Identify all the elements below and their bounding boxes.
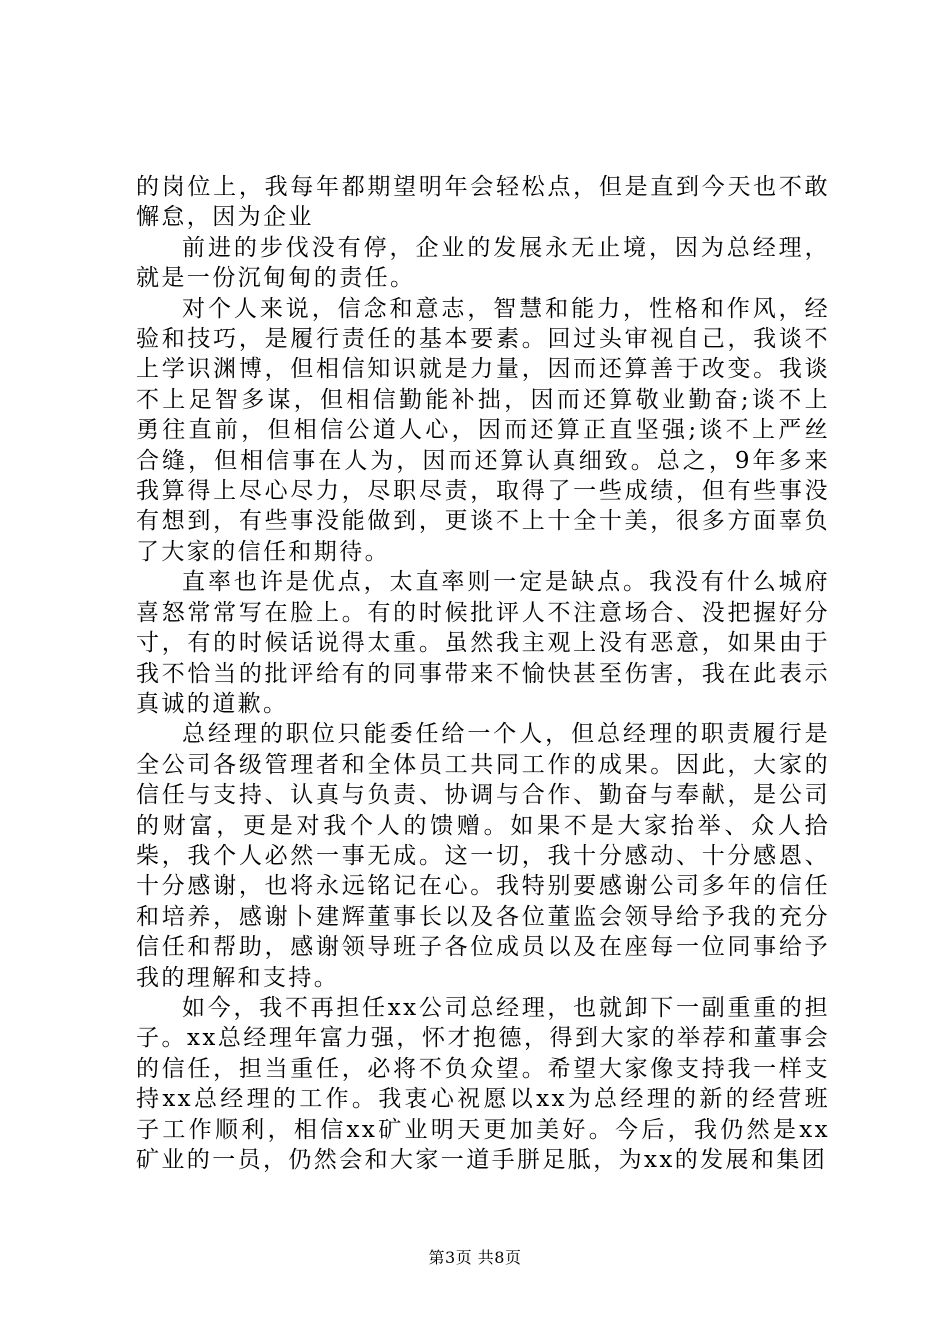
paragraph-continuation: 的岗位上，我每年都期望明年会轻松点，但是直到今天也不敢懈怠，因为企业 <box>136 174 830 231</box>
document-body <box>136 172 830 1175</box>
paragraph: 如今，我不再担任xx公司总经理，也就卸下一副重重的担子。xx总经理年富力强，怀才抱德，得到大家的举荐和董事会的信任，担当重任，必将不负众望。希望大家像支持我一样支持xx总经理的工作。我衷心祝愿以xx为总经理的新的经营班子工作顺利，相信xx矿业明天更加美好。今后，我仍然是xx矿业的一员，仍然会和大家一道手胼足胝，为xx的发展和集团 <box>136 994 830 1173</box>
paragraph: 直率也许是优点，太直率则一定是缺点。我没有什么城府喜怒常常写在脸上。有的时候批评人不注意场合、没把握好分寸，有的时候话说得太重。虽然我主观上没有恶意，如果由于我不恰当的批评给有的同事带来不愉快甚至伤害，我在此表示真诚的道歉。 <box>136 569 830 717</box>
paragraph: 前进的步伐没有停，企业的发展永无止境，因为总经理，就是一份沉甸甸的责任。 <box>136 234 830 292</box>
page-number-footer: 第3页 共8页 <box>428 1248 522 1267</box>
paragraph: 对个人来说，信念和意志，智慧和能力，性格和作风，经验和技巧，是履行责任的基本要素。回过头审视自己，我谈不上学识渊博，但相信知识就是力量，因而还算善于改变。我谈不上足智多谋，但相信勤能补拙，因而还算敬业勤奋;谈不上勇往直前，但相信公道人心，因而还算正直坚强;谈不上严丝合缝，但相信事在人为，因而还算认真细致。总之，9年多来我算得上尽心尽力，尽职尽责，取得了一些成绩，但有些事没有想到，有些事没能做到，更谈不上十全十美，很多方面辜负了大家的信任和期待。 <box>136 295 830 565</box>
paragraph: 总经理的职位只能委任给一个人，但总经理的职责履行是全公司各级管理者和全体员工共同工作的成果。因此，大家的信任与支持、认真与负责、协调与合作、勤奋与奉献，是公司的财富，更是对我个人的馈赠。如果不是大家抬举、众人拾柴，我个人必然一事无成。这一切，我十分感动、十分感恩、十分感谢，也将永远铭记在心。我特别要感谢公司多年的信任和培养，感谢卜建辉董事长以及各位董监会领导给予我的充分信任和帮助，感谢领导班子各位成员以及在座每一位同事给予我的理解和支持。 <box>136 721 830 991</box>
